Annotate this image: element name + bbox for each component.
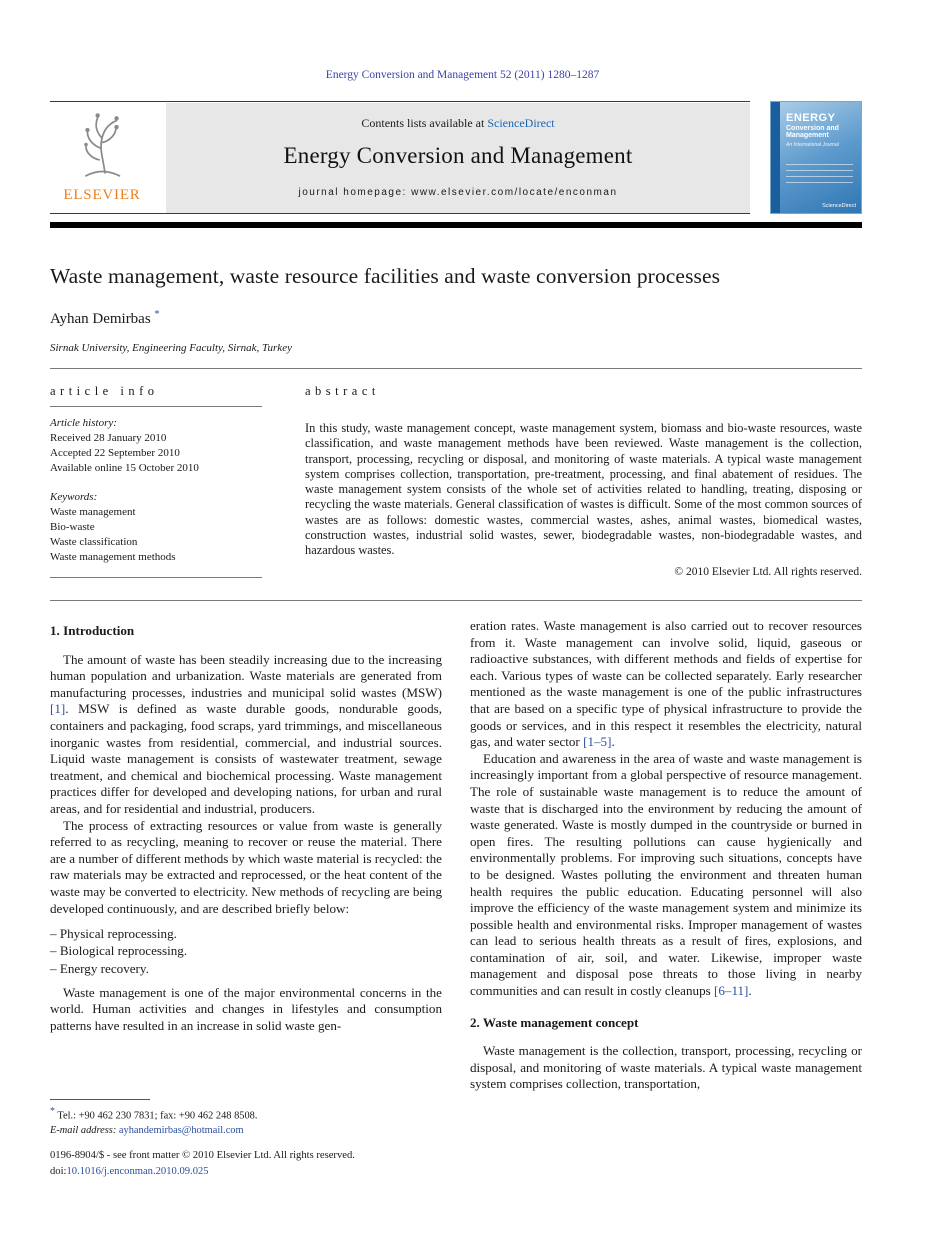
text-segment: Education and awareness in the area of waste and waste management is increasingly important from a global perspective of resource management. The role of sustainable waste management is to reduce the amount of waste that is discharged into the environment by reducing the amount of waste generated. Waste is mostly dumped in the countryside or burned in open fires. The resulting pollutions can cause hygienically and environmentally problems. For improving such situations, concepts have to be designed. Wastes polluting the environment and threaten human health requires the public education. Educating personnel will also improve the efficiency of the waste management system and minimize its possible health and environmental risks. Improper management of wastes can lead to serious health threats as a result of fires, explosions, and contamination of air, soil, and water. Likewise, improper waste management and disposal pose threats to those living in nearby communities and can result in costly cleanups <box>470 750 862 999</box>
section-2-heading: 2. Waste management concept <box>470 1014 639 1030</box>
keyword-line: Waste classification <box>50 536 138 548</box>
footnote-tel-text: Tel.: +90 462 230 7831; fax: +90 462 248 8508. <box>57 1110 258 1121</box>
history-line: Accepted 22 September 2010 <box>50 447 180 459</box>
footnote-tel-line <box>50 1105 442 1124</box>
doi-line <box>50 1164 355 1180</box>
left-column <box>50 618 442 1138</box>
right-column <box>470 618 862 1138</box>
imprint-block <box>50 1148 355 1179</box>
divider <box>50 600 862 601</box>
cover-art-strip <box>771 102 780 213</box>
recycling-methods-list <box>50 925 442 977</box>
homepage-label: journal homepage: <box>298 187 407 198</box>
footnote-block <box>50 1099 442 1138</box>
abstract-column <box>305 384 862 578</box>
journal-title: Energy Conversion and Management <box>283 143 633 168</box>
paragraph <box>470 751 862 1000</box>
contents-line <box>166 116 750 131</box>
paragraph <box>470 618 862 751</box>
sciencedirect-link[interactable]: ScienceDirect <box>487 116 555 130</box>
elsevier-tree-icon <box>65 106 139 186</box>
meta-section <box>50 384 862 578</box>
paragraph: Waste management is the collection, transport, processing, recycling or disposal, and monitoring of waste materials. A typical waste management system comprises collection, transportation, <box>470 1043 862 1092</box>
keyword-line: Bio-waste <box>50 521 95 533</box>
divider <box>50 406 262 407</box>
doi-link[interactable]: 10.1016/j.enconman.2010.09.025 <box>66 1165 209 1177</box>
article-info-heading: article info <box>50 384 159 398</box>
journal-banner <box>166 103 750 213</box>
text-segment: . <box>748 983 752 999</box>
contents-label: Contents lists available at <box>361 116 485 130</box>
paragraph: Waste management is one of the major environmental concerns in the world. Human activities and changes in lifestyles and consumption patterns have resulted in an increase in solid waste gen- <box>50 984 442 1033</box>
cover-sciencedirect-label: ScienceDirect <box>822 203 856 209</box>
cover-title-line2: Conversion and <box>786 125 839 132</box>
section-1-heading: 1. Introduction <box>50 623 135 638</box>
masthead-divider <box>50 222 862 228</box>
list-item: – Physical reprocessing. <box>50 926 177 942</box>
abstract-heading: abstract <box>305 384 380 398</box>
article-info-column <box>50 384 262 578</box>
paragraph: The process of extracting resources or value from waste is generally referred to as recycling, meaning to recover or reuse the material. There are a number of different methods by which waste material is recycled: the raw materials may be extracted and reprocessed, or the heat content of the waste may be converted to electricity. New methods of recycling are being developed continuously, and are described briefly below: <box>50 817 442 916</box>
cover-decorative-lines <box>786 164 853 188</box>
elsevier-logo[interactable] <box>52 106 152 212</box>
homepage-url-link[interactable]: www.elsevier.com/locate/enconman <box>411 187 618 198</box>
divider <box>50 577 262 578</box>
list-item: – Energy recovery. <box>50 960 149 976</box>
email-link[interactable]: ayhandemirbas@hotmail.com <box>118 1124 244 1136</box>
footnote-email-line <box>50 1124 442 1139</box>
text-segment: . MSW is defined as waste durable goods, nondurable goods, containers and packaging, food scraps, yard trimmings, and miscellaneous inorganic wastes from residential, commercial, and industrial sources. Liquid waste management is consists of wastewater treatment, sewage treatment, and chemical and biochemical processing. Waste management practices differ for developed and developing nations, for urban and rural areas, and for residential and industrial, producers. <box>50 701 442 816</box>
paragraph <box>50 652 442 818</box>
journal-cover-thumbnail[interactable] <box>770 101 862 214</box>
citation-ref-link[interactable]: [6–11] <box>714 983 749 999</box>
text-segment: The amount of waste has been steadily increasing due to the increasing human population and urbanization. Waste materials are generated from manufacturing processes, industries and municipal solid wastes (MSW) <box>50 651 442 700</box>
author-name: Ayhan Demirbas <box>50 311 151 327</box>
homepage-line <box>166 187 750 198</box>
cover-title-line1: ENERGY <box>786 112 836 124</box>
author-footnote-link[interactable]: * <box>154 309 160 320</box>
email-label: E-mail address: <box>50 1124 117 1136</box>
article-body <box>50 618 862 1138</box>
footnote-rule <box>50 1099 150 1100</box>
footnote-marker: * <box>50 1105 55 1117</box>
text-segment: . <box>611 734 615 750</box>
masthead-rule-top <box>50 101 750 102</box>
masthead-rule-bottom <box>50 213 750 214</box>
article-history-label: Article history: <box>50 417 117 429</box>
history-line: Received 28 January 2010 <box>50 432 167 444</box>
issn-line: 0196-8904/$ - see front matter © 2010 Elsevier Ltd. All rights reserved. <box>50 1150 355 1161</box>
citation-ref-link[interactable]: [1] <box>50 701 66 717</box>
keywords-label: Keywords: <box>50 491 98 503</box>
abstract-text: In this study, waste management concept, waste management system, biomass and bio-waste resources, waste classification, and waste management methods have been reviewed. Waste management is the collection, transport, processing, recycling or disposal, and monitoring of waste materials. A typical waste management system comprises collection, transportation, pre-treatment, processing, and final abatement of residues. The waste management system consists of the whole set of activities related to handling, treating, disposing or recycling the waste materials. General classification of wastes is difficult. Some of the most common sources of wastes are as follows: domestic wastes, commercial wastes, ashes, animal wastes, biomedical wastes, construction wastes, industrial solid wastes, sewer, biodegradable wastes, non-biodegradable wastes, and hazardous wastes. <box>305 421 862 558</box>
journal-citation-link[interactable]: Energy Conversion and Management 52 (2011) 1280–1287 <box>325 69 600 81</box>
keyword-line: Waste management <box>50 506 136 518</box>
text-segment: eration rates. Waste management is also carried out to recover resources from it. Waste management can involve solid, liquid, gaseous or radioactive substances, with different methods and fields of expertise for each. Various types of waste can be collected separately. Early researcher mentioned as the waste management is one of the public infrastructures that are based on a specific type of physical infrastructure to provide the goods or services, and in this respect it resembles the electricity, natural gas, and water sector <box>470 618 862 750</box>
author-line <box>50 309 159 328</box>
cover-title-line3: Management <box>786 132 829 139</box>
elsevier-wordmark: ELSEVIER <box>63 187 141 203</box>
history-line: Available online 15 October 2010 <box>50 462 199 474</box>
copyright-line: © 2010 Elsevier Ltd. All rights reserved. <box>674 565 862 578</box>
affiliation: Sirnak University, Engineering Faculty, Sirnak, Turkey <box>50 342 292 354</box>
keyword-line: Waste management methods <box>50 551 176 563</box>
cover-subtitle: An International Journal <box>786 142 839 148</box>
list-item: – Biological reprocessing. <box>50 943 188 959</box>
divider <box>50 368 862 369</box>
article-title: Waste management, waste resource facilities and waste conversion processes <box>50 264 721 288</box>
journal-masthead <box>50 101 862 214</box>
doi-label: doi: <box>50 1165 67 1177</box>
citation-ref-link[interactable]: [1–5] <box>583 734 612 750</box>
